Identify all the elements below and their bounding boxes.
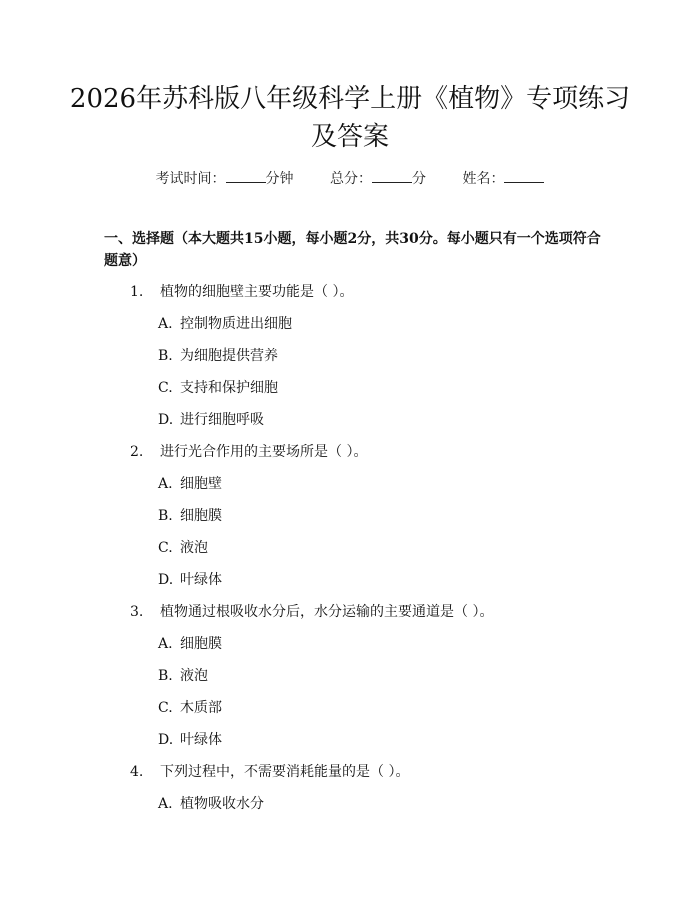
question-text: 植物通过根吸收水分后，水分运输的主要通道是（ ）。 [160,604,494,620]
question [0,282,700,314]
question-number: 3. [130,604,144,620]
question-text: 下列过程中，不需要消耗能量的是（ ）。 [160,764,410,780]
option-text: 进行细胞呼吸 [180,412,264,428]
option-letter: D. [158,572,174,588]
answer-option [0,730,700,762]
answer-option [0,474,700,506]
exam-time-label: 考试时间： [155,171,226,187]
answer-option [0,570,700,602]
option-letter: B. [158,508,173,524]
question [0,442,700,474]
option-letter: A. [158,316,173,332]
option-text: 支持和保护细胞 [180,380,278,396]
option-text: 细胞膜 [180,508,222,524]
option-text: 叶绿体 [180,572,222,588]
question-text: 进行光合作用的主要场所是（ ）。 [160,444,368,460]
student-name-field [462,171,544,187]
exam-time-field [156,171,294,187]
option-letter: C. [158,700,173,716]
answer-option [0,634,700,666]
question-text: 植物的细胞壁主要功能是（ ）。 [160,284,354,300]
option-text: 控制物质进出细胞 [180,316,292,332]
option-letter: C. [158,540,173,556]
option-letter: A. [158,476,173,492]
option-letter: A. [158,796,173,812]
total-score-blank [372,170,412,183]
option-text: 为细胞提供营养 [180,348,278,364]
answer-option [0,346,700,378]
answer-option [0,378,700,410]
option-letter: D. [158,732,174,748]
option-text: 液泡 [180,668,208,684]
answer-option [0,698,700,730]
option-text: 植物吸收水分 [180,796,264,812]
total-score-label: 总分： [330,171,372,187]
option-letter: B. [158,348,173,364]
answer-option [0,410,700,442]
question-number: 1. [130,284,144,300]
option-letter: C. [158,380,173,396]
exam-info-line [0,168,700,188]
option-text: 细胞膜 [180,636,222,652]
answer-option [0,538,700,570]
option-letter: B. [158,668,173,684]
question-number: 4. [130,764,144,780]
option-letter: A. [158,636,173,652]
question [0,762,700,794]
section-heading: 一、选择题（本大题共15小题，每小题2分，共30分。每小题只有一个选项符合题意） [104,231,601,269]
exam-time-blank [226,170,266,183]
option-text: 细胞壁 [180,476,222,492]
answer-option [0,794,700,826]
total-score-unit: 分 [412,171,426,187]
option-text: 叶绿体 [180,732,222,748]
option-letter: D. [158,412,174,428]
document-title: 2026年苏科版八年级科学上册《植物》专项练习及答案 [69,84,631,152]
answer-option [0,666,700,698]
question [0,602,700,634]
question-list [0,282,700,826]
question-number: 2. [130,444,144,460]
student-name-blank [504,170,544,183]
exam-time-unit: 分钟 [265,171,294,187]
total-score-field [330,171,426,187]
answer-option [0,314,700,346]
option-text: 木质部 [180,700,222,716]
student-name-label: 姓名： [462,171,505,187]
answer-option [0,506,700,538]
option-text: 液泡 [180,540,208,556]
